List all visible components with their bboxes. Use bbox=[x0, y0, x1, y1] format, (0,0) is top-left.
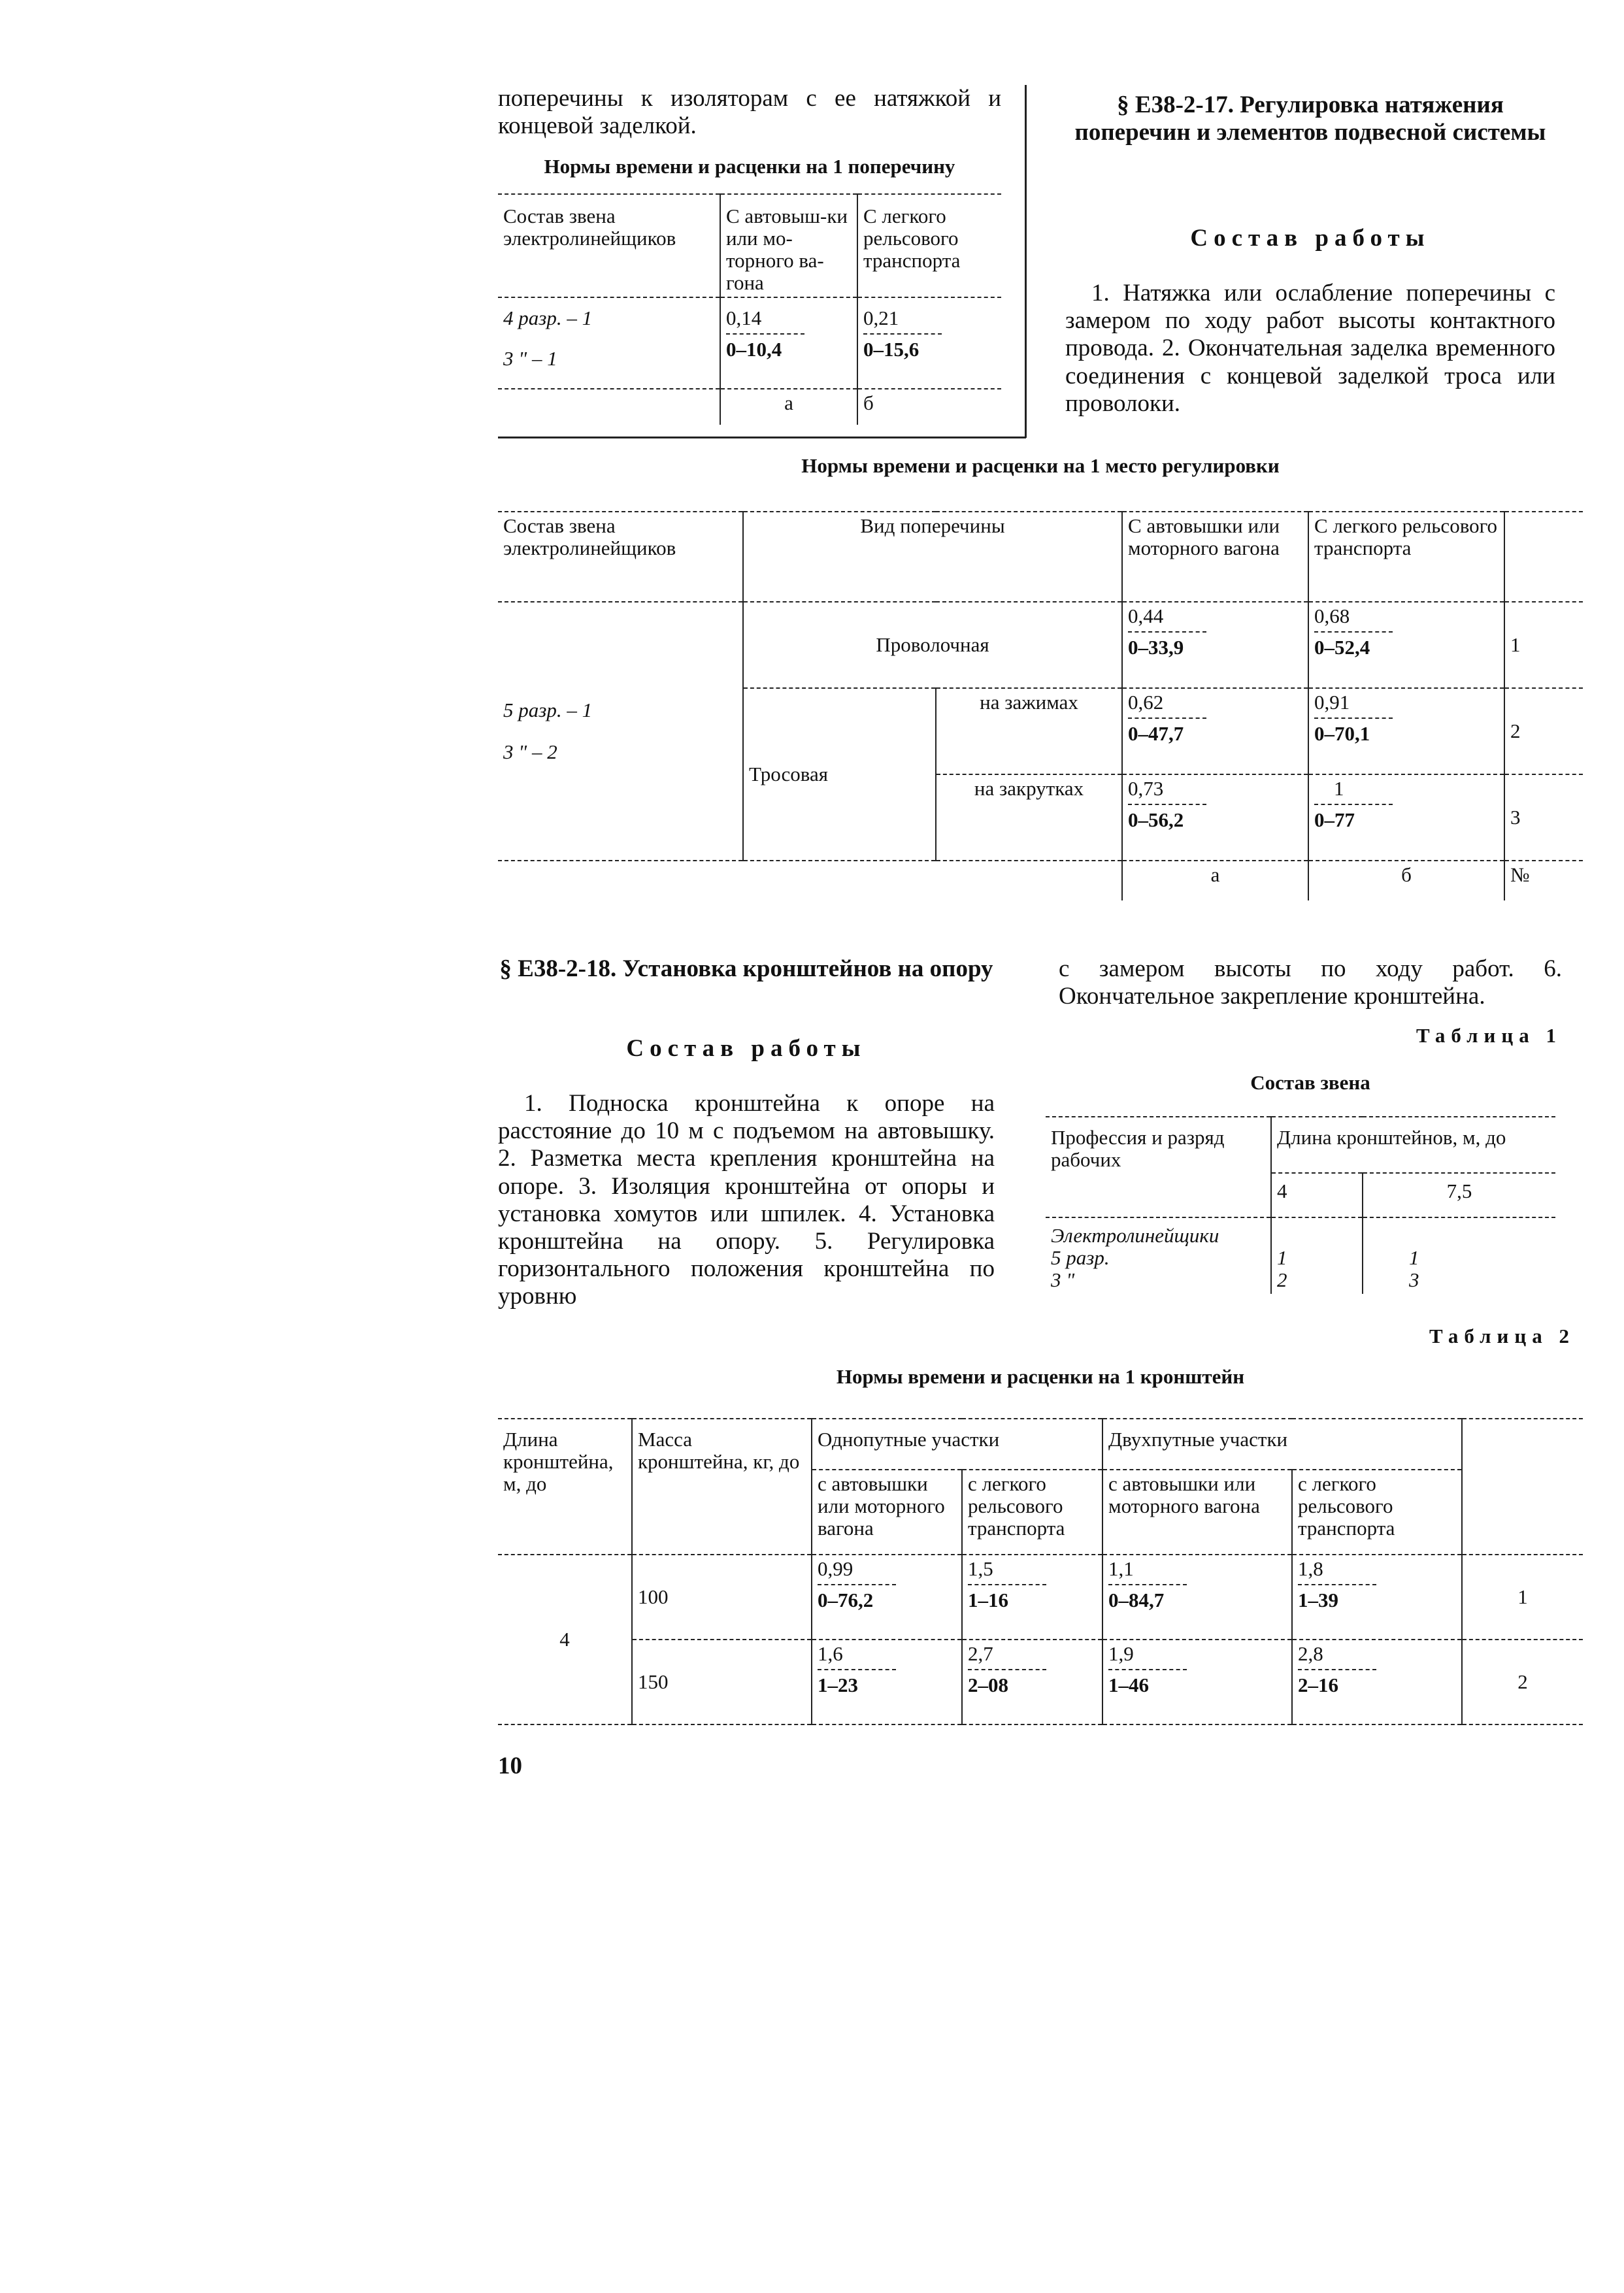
t17-caption: Нормы времени и расценки на 1 место регулировки bbox=[801, 454, 1280, 477]
t17-th-auto: С автовышки или моторного вагона bbox=[1122, 512, 1308, 602]
small-norms-table bbox=[498, 193, 1001, 425]
small-table-bottom-rule bbox=[498, 437, 1026, 438]
t17-type-cable: Тросовая bbox=[743, 688, 936, 861]
t17-r3-auto-price: 0–56,2 bbox=[1128, 808, 1184, 832]
table2-label: Таблица 2 bbox=[1429, 1325, 1575, 1347]
table2-th-single-auto: с автовышки или моторного вагона bbox=[812, 1470, 962, 1555]
table2-r1-sb-price: 1–16 bbox=[968, 1589, 1008, 1612]
t17-th-rail: С легкого рельсового транспорта bbox=[1308, 512, 1504, 602]
table2-r2-da-time: 1,9 bbox=[1108, 1642, 1134, 1665]
table1-prof-cell bbox=[1046, 1217, 1271, 1294]
t17-r2-rail bbox=[1308, 688, 1504, 774]
t17-r1-rail-price: 0–52,4 bbox=[1314, 636, 1370, 659]
table2-th-double: Двухпутные участки bbox=[1102, 1419, 1462, 1470]
t17-type-wire: Проволочная bbox=[743, 602, 1122, 688]
table1-c12: 1 bbox=[1409, 1246, 1419, 1269]
t17-th-crew: Состав звена электролинейщиков bbox=[498, 512, 743, 602]
t17-r3-rail-price: 0–77 bbox=[1314, 808, 1355, 832]
table2-th-single: Однопутные участки bbox=[812, 1419, 1102, 1470]
table1-c21: 2 bbox=[1277, 1268, 1287, 1292]
table1-prof-1: 5 разр. bbox=[1051, 1246, 1110, 1270]
table1 bbox=[1046, 1116, 1555, 1294]
sec17-title: § Е38-2-17. Регулировка натяжения поперечин и элементов подвесной системы bbox=[1074, 91, 1546, 146]
table2-r1-db bbox=[1292, 1555, 1462, 1640]
table2-r2-sa bbox=[812, 1640, 962, 1724]
t17-r3-auto-time: 0,73 bbox=[1128, 777, 1164, 800]
small-th-crew: Состав звена электролинейщиков bbox=[498, 194, 720, 297]
small-rail-price: 0–15,6 bbox=[863, 338, 920, 361]
sec17-work-text: 1. Натяжка или ослабление поперечины с замером по ходу работ высоты контактного провода. 2. Окончательная заделка временного соединения с концевой заделкой троса или проволоки. bbox=[1065, 280, 1555, 417]
table1-th-prof: Профессия и разряд рабочих bbox=[1046, 1117, 1271, 1217]
table2-r2-db bbox=[1292, 1640, 1462, 1724]
small-table-caption: Нормы времени и расценки на 1 поперечину bbox=[544, 155, 955, 178]
small-idx-a: а bbox=[720, 389, 857, 425]
table2-r1-da-time: 1,1 bbox=[1108, 1557, 1134, 1580]
small-th-rail: С легкого рельсового транспорта bbox=[857, 194, 1001, 297]
t17-r1-auto bbox=[1122, 602, 1308, 688]
sec18-work-heading: Состав работы bbox=[626, 1035, 867, 1062]
small-crew-cell bbox=[498, 297, 720, 389]
t17-th-type: Вид поперечины bbox=[743, 512, 1122, 602]
table2-r2-sa-time: 1,6 bbox=[818, 1642, 843, 1665]
t17-r1-rail-time: 0,68 bbox=[1314, 604, 1350, 627]
table2-r2-sa-price: 1–23 bbox=[818, 1674, 858, 1697]
t17-r1-auto-price: 0–33,9 bbox=[1128, 636, 1184, 659]
table2-r2-db-price: 2–16 bbox=[1298, 1674, 1338, 1697]
table2 bbox=[498, 1418, 1583, 1726]
page-number: 10 bbox=[498, 1753, 522, 1779]
table2-r1-da bbox=[1102, 1555, 1292, 1640]
table2-th-double-auto: с автовышки или моторного вагона bbox=[1102, 1470, 1292, 1555]
table2-r2-n: 2 bbox=[1462, 1640, 1583, 1724]
t17-sub-twists: на закрутках bbox=[936, 774, 1122, 861]
t17-crew-cell bbox=[498, 602, 743, 861]
table2-r2-da-price: 1–46 bbox=[1108, 1674, 1149, 1697]
table2-r1-sa bbox=[812, 1555, 962, 1640]
table2-r1-sb-time: 1,5 bbox=[968, 1557, 993, 1580]
t17-r2-n: 2 bbox=[1504, 688, 1583, 774]
table1-c22: 3 bbox=[1409, 1268, 1419, 1292]
t17-idx-a: а bbox=[1122, 861, 1308, 900]
t17-r3-n: 3 bbox=[1504, 774, 1583, 861]
t17-r1-auto-time: 0,44 bbox=[1128, 604, 1164, 627]
table1-prof-2: 3 " bbox=[1051, 1268, 1075, 1292]
sec18-title: § Е38-2-18. Установка кронштейнов на опору bbox=[499, 955, 993, 982]
table1-caption: Состав звена bbox=[1250, 1071, 1370, 1094]
small-val-rail bbox=[857, 297, 1001, 389]
table2-r2-sb bbox=[962, 1640, 1102, 1724]
t17-r3-rail-time: 1 bbox=[1334, 777, 1344, 800]
table1-len-1: 4 bbox=[1271, 1173, 1363, 1217]
table2-r1-mass: 100 bbox=[632, 1555, 812, 1640]
small-crew-2: 3 " – 1 bbox=[503, 347, 557, 371]
t17-idx-b: б bbox=[1308, 861, 1504, 900]
small-auto-price: 0–10,4 bbox=[726, 338, 782, 361]
t17-r2-auto-price: 0–47,7 bbox=[1128, 722, 1184, 746]
t17-r1-rail bbox=[1308, 602, 1504, 688]
table2-r2-sb-price: 2–08 bbox=[968, 1674, 1008, 1697]
table2-r1-da-price: 0–84,7 bbox=[1108, 1589, 1165, 1612]
sec18-work-text-right: с замером высоты по ходу работ. 6. Окончательное закрепление кронштейна. bbox=[1059, 955, 1562, 1010]
table2-th-mass: Масса кронштейна, кг, до bbox=[632, 1419, 812, 1555]
table1-c11: 1 bbox=[1277, 1246, 1287, 1269]
table2-r1-db-price: 1–39 bbox=[1298, 1589, 1338, 1612]
t17-idx-n: № bbox=[1504, 861, 1583, 900]
table2-r2-sb-time: 2,7 bbox=[968, 1642, 993, 1665]
small-val-auto bbox=[720, 297, 857, 389]
t17-sub-clamps: на зажимах bbox=[936, 688, 1122, 774]
t17-r2-auto bbox=[1122, 688, 1308, 774]
table1-label: Таблица 1 bbox=[1416, 1024, 1562, 1047]
table2-r2-da bbox=[1102, 1640, 1292, 1724]
t17-crew-2: 3 " – 2 bbox=[503, 740, 557, 763]
small-rail-time: 0,21 bbox=[863, 306, 899, 330]
t17-r2-rail-time: 0,91 bbox=[1314, 691, 1350, 714]
t17-r1-n: 1 bbox=[1504, 602, 1583, 688]
table2-th-len: Длина кронштейна, м, до bbox=[498, 1419, 632, 1555]
t17-r2-rail-price: 0–70,1 bbox=[1314, 722, 1370, 746]
table2-caption: Нормы времени и расценки на 1 кронштейн bbox=[836, 1365, 1245, 1388]
intro-text: поперечины к изоляторам с ее натяжкой и концевой заделкой. bbox=[498, 85, 1001, 140]
t17-r3-auto bbox=[1122, 774, 1308, 861]
table1-col-75 bbox=[1363, 1217, 1555, 1294]
small-auto-time: 0,14 bbox=[726, 306, 762, 330]
sec18-work-text-left: 1. Подноска кронштейна к опоре на расстояние до 10 м с подъемом на автовышку. 2. Разметка места крепления кронштейна на опоре. 3. Изоляция кронштейна от опоры и установка хомутов или шпилек. 4. Установка кронштейна на опору. 5. Регулировка горизонтального положения кронштейна по уровню bbox=[498, 1090, 995, 1310]
table2-r2-mass: 150 bbox=[632, 1640, 812, 1724]
small-crew-1: 4 разр. – 1 bbox=[503, 306, 593, 330]
table2-len-val: 4 bbox=[498, 1555, 632, 1724]
small-idx-b: б bbox=[857, 389, 1001, 425]
t17-crew-1: 5 разр. – 1 bbox=[503, 698, 593, 721]
small-th-auto: С автовыш-ки или мо-торного ва-гона bbox=[720, 194, 857, 297]
table1-col-4 bbox=[1271, 1217, 1363, 1294]
table2-r2-db-time: 2,8 bbox=[1298, 1642, 1323, 1665]
table1-th-len: Длина кронштейнов, м, до bbox=[1271, 1117, 1555, 1173]
table2-th-double-rail: с легкого рельсового транспорта bbox=[1292, 1470, 1462, 1555]
sec17-work-heading: Состав работы bbox=[1190, 225, 1431, 252]
t17-r2-auto-time: 0,62 bbox=[1128, 691, 1164, 714]
table2-r1-sb bbox=[962, 1555, 1102, 1640]
t17-r3-rail bbox=[1308, 774, 1504, 861]
table2-th-single-rail: с легкого рельсового транспорта bbox=[962, 1470, 1102, 1555]
table1-prof-title: Электролинейщики bbox=[1051, 1224, 1219, 1247]
table2-r1-sa-time: 0,99 bbox=[818, 1557, 853, 1580]
table2-r1-sa-price: 0–76,2 bbox=[818, 1589, 874, 1612]
table1-len-2: 7,5 bbox=[1363, 1173, 1555, 1217]
t17-table bbox=[498, 511, 1583, 900]
table2-r1-n: 1 bbox=[1462, 1555, 1583, 1640]
table2-r1-db-time: 1,8 bbox=[1298, 1557, 1323, 1580]
column-divider bbox=[1025, 85, 1027, 438]
